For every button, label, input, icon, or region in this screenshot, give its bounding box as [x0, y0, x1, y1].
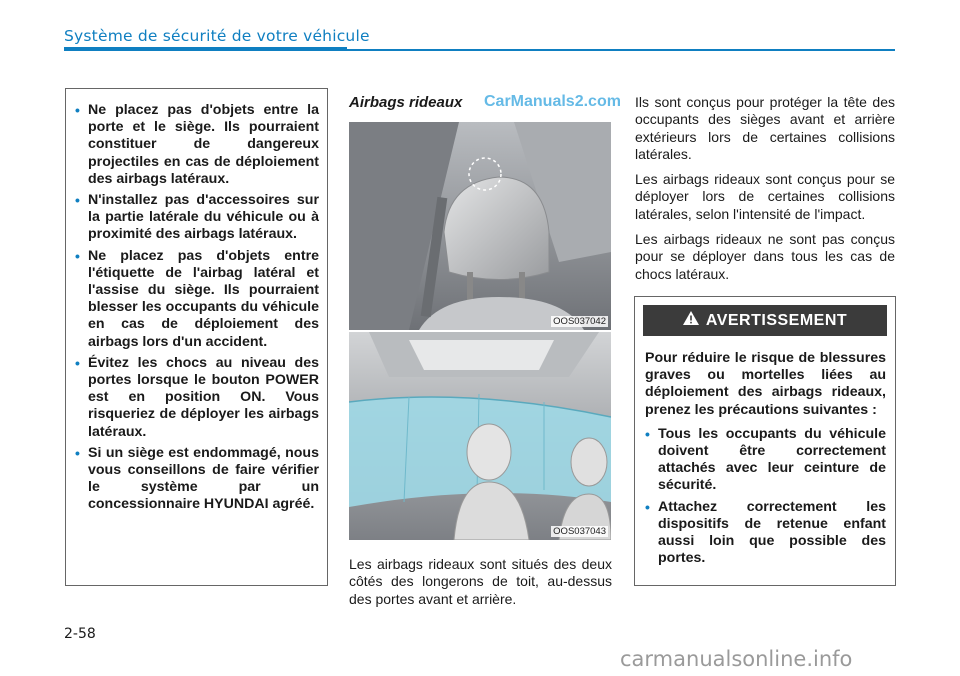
list-item	[75, 192, 319, 244]
warning-intro: Pour réduire le risque de blessures graves ou mortelles liées au déploiement des airbags rideaux, prenez les précautions suivantes :	[645, 350, 886, 418]
list-item	[645, 499, 886, 568]
header-rule-thin	[347, 49, 895, 51]
list-item	[75, 355, 319, 441]
header-title: Système de sécurité de votre véhicule	[64, 27, 370, 45]
warning-banner	[643, 305, 887, 336]
page-number: 2-58	[64, 626, 96, 642]
figure-curtain-airbag	[349, 332, 611, 540]
list-item-text: Tous les occupants du véhicule doivent être correctement attachés avec leur ceinture de sécurité.	[658, 425, 886, 494]
headrest-illustration	[349, 122, 611, 330]
header-rule-thick	[64, 47, 347, 51]
body-paragraph: Les airbags rideaux ne sont pas conçus pour se déployer dans tous les cas de chocs latéraux.	[635, 231, 895, 282]
middle-paragraph: Les airbags rideaux sont situés des deux côtés des longerons de toit, au-dessus des portes avant et arrière.	[349, 556, 612, 607]
list-item-text: Si un siège est endommagé, nous vous conseillons de faire vérifier le système par un concessionnaire HYUNDAI agréé.	[88, 444, 319, 513]
watermark-bottom[interactable]: carmanualsonline.info	[620, 647, 853, 671]
list-item-text: Ne placez pas d'objets entre l'étiquette de l'airbag latéral et l'assise du siège. Ils pourraient blesser les occupants du véhicule en cas de déploiement des airbags lors d'un accident.	[88, 247, 319, 350]
figure-code: OOS037042	[553, 316, 606, 327]
right-warning-list	[645, 426, 886, 568]
curtain-airbag-illustration	[349, 332, 611, 540]
left-warning-list	[75, 102, 319, 514]
bullet-icon: •	[645, 425, 650, 442]
body-paragraph: Les airbags rideaux sont conçus pour se déployer lors de certaines collisions latérales, selon l'intensité de l'impact.	[635, 171, 895, 222]
right-column	[635, 94, 895, 291]
list-item	[75, 248, 319, 351]
body-paragraph: Ils sont conçus pour protéger la tête des occupants des sièges avant et arrière extérieurs lors de certaines collisions latérales.	[635, 94, 895, 162]
list-item-text: Ne placez pas d'objets entre la porte et le siège. Ils pourraient constituer de dangereux projectiles en cas de déploiement des airbags latéraux.	[88, 102, 319, 187]
list-item	[75, 445, 319, 514]
warning-banner-label: AVERTISSEMENT	[705, 311, 848, 329]
list-item	[75, 102, 319, 188]
list-item-text: N'installez pas d'accessoires sur la partie latérale du véhicule ou à proximité des airbags latéraux.	[88, 192, 319, 243]
list-item-text: Attachez correctement les dispositifs de retenue enfant aussi loin que possible des portes.	[658, 498, 886, 567]
section-title: Airbags rideaux	[349, 94, 463, 111]
list-item-text: Évitez les chocs au niveau des portes lorsque le bouton POWER est en position ON. Vous risqueriez de déployer les airbags latéraux.	[88, 354, 319, 440]
bullet-icon: •	[75, 354, 80, 371]
left-warning-box	[65, 88, 328, 586]
right-warning-box	[634, 296, 896, 586]
figure-headrest	[349, 122, 611, 330]
bullet-icon: •	[75, 247, 80, 264]
bullet-icon: •	[75, 444, 80, 461]
bullet-icon: •	[75, 102, 80, 118]
watermark-top[interactable]: CarManuals2.com	[484, 93, 621, 110]
warning-triangle-icon	[683, 311, 699, 330]
warning-body	[635, 336, 895, 567]
figure-code: OOS037043	[553, 526, 606, 537]
list-item	[645, 426, 886, 495]
bullet-icon: •	[645, 498, 650, 515]
bullet-icon: •	[75, 192, 80, 209]
